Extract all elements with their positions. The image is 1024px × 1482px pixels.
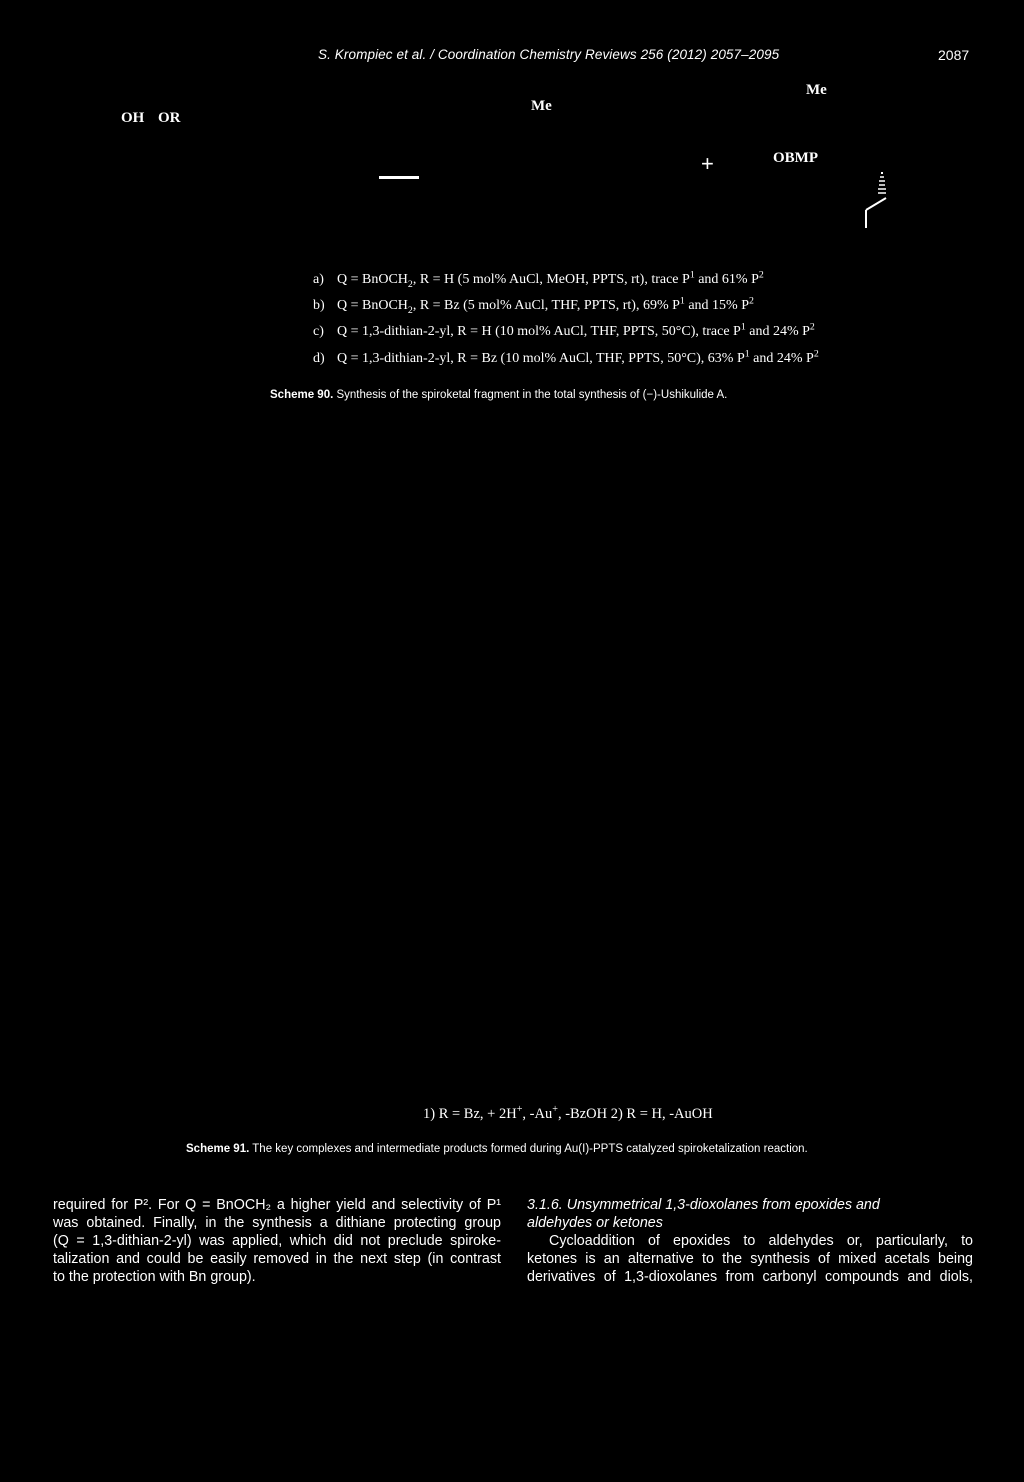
- body-right-line: derivatives of 1,3-dioxolanes from carbonyl compounds and diols,: [527, 1269, 973, 1285]
- label-obmp: OBMP: [773, 150, 818, 166]
- body-left-line: was obtained. Finally, in the synthesis a dithiane protecting group: [53, 1215, 501, 1231]
- scheme-90-caption: [270, 389, 727, 401]
- section-heading-cont: aldehydes or ketones: [527, 1215, 663, 1231]
- label-me-left: Me: [531, 98, 552, 114]
- reaction-arrow: [379, 176, 419, 179]
- scheme-91-caption: [186, 1143, 808, 1155]
- page-number: 2087: [938, 47, 970, 63]
- label-oh: OH: [121, 110, 145, 126]
- body-left-column: [53, 1196, 501, 1286]
- body-left-line: talization and could be easily removed in the next step (in contrast: [53, 1251, 501, 1267]
- condition-a: a) Q = BnOCH$_2$, R = H (5 mol% AuCl, MeOH, PPTS, rt), trace $P^1$ and 61% $P^2$: [313, 269, 764, 290]
- body-left-line: (Q = 1,3-dithian-2-yl) was applied, which did not preclude spiroke-: [53, 1233, 501, 1249]
- body-left-line: required for P². For Q = BnOCH₂ a higher yield and selectivity of P¹: [53, 1197, 501, 1213]
- stereo-wedge-bond: [862, 170, 892, 230]
- scheme-91-caption-label: Scheme 91.: [186, 1143, 250, 1155]
- body-right-column: [527, 1196, 973, 1286]
- plus-sign: +: [701, 151, 714, 176]
- label-me-right: Me: [806, 82, 827, 98]
- body-left-line: to the protection with Bn group).: [53, 1269, 256, 1285]
- running-head: S. Krompiec et al. / Coordination Chemistry Reviews 256 (2012) 2057–2095: [318, 47, 780, 62]
- scheme-90-caption-label: Scheme 90.: [270, 389, 334, 401]
- section-heading: 3.1.6. Unsymmetrical 1,3-dioxolanes from epoxides and: [527, 1197, 880, 1213]
- condition-d: d) Q = 1,3-dithian-2-yl, R = Bz (10 mol% AuCl, THF, PPTS, 50°C), 63% $P^1$ and 24% $P^2$: [313, 348, 819, 366]
- condition-b: b) Q = BnOCH$_2$, R = Bz (5 mol% AuCl, THF, PPTS, rt), 69% $P^1$ and 15% $P^2$: [313, 295, 754, 316]
- body-right-line: ketones is an alternative to the synthesis of mixed acetals being: [527, 1251, 973, 1267]
- label-or: OR: [158, 110, 181, 126]
- scheme-90-caption-text: Synthesis of the spiroketal fragment in the total synthesis of (−)-Ushikulide A.: [333, 389, 728, 401]
- condition-c: c) Q = 1,3-dithian-2-yl, R = H (10 mol% AuCl, THF, PPTS, 50°C), trace $P^1$ and 24% $P^2$: [313, 321, 815, 339]
- body-right-line: Cycloaddition of epoxides to aldehydes or, particularly, to: [549, 1233, 973, 1249]
- scheme-91-caption-text: The key complexes and intermediate products formed during Au(I)-PPTS catalyzed spiroketalization reaction.: [249, 1143, 808, 1155]
- scheme-91-mechanism-line: 1) R = Bz, + 2H+, -Au+, -BzOH 2) R = H, -AuOH: [423, 1104, 713, 1122]
